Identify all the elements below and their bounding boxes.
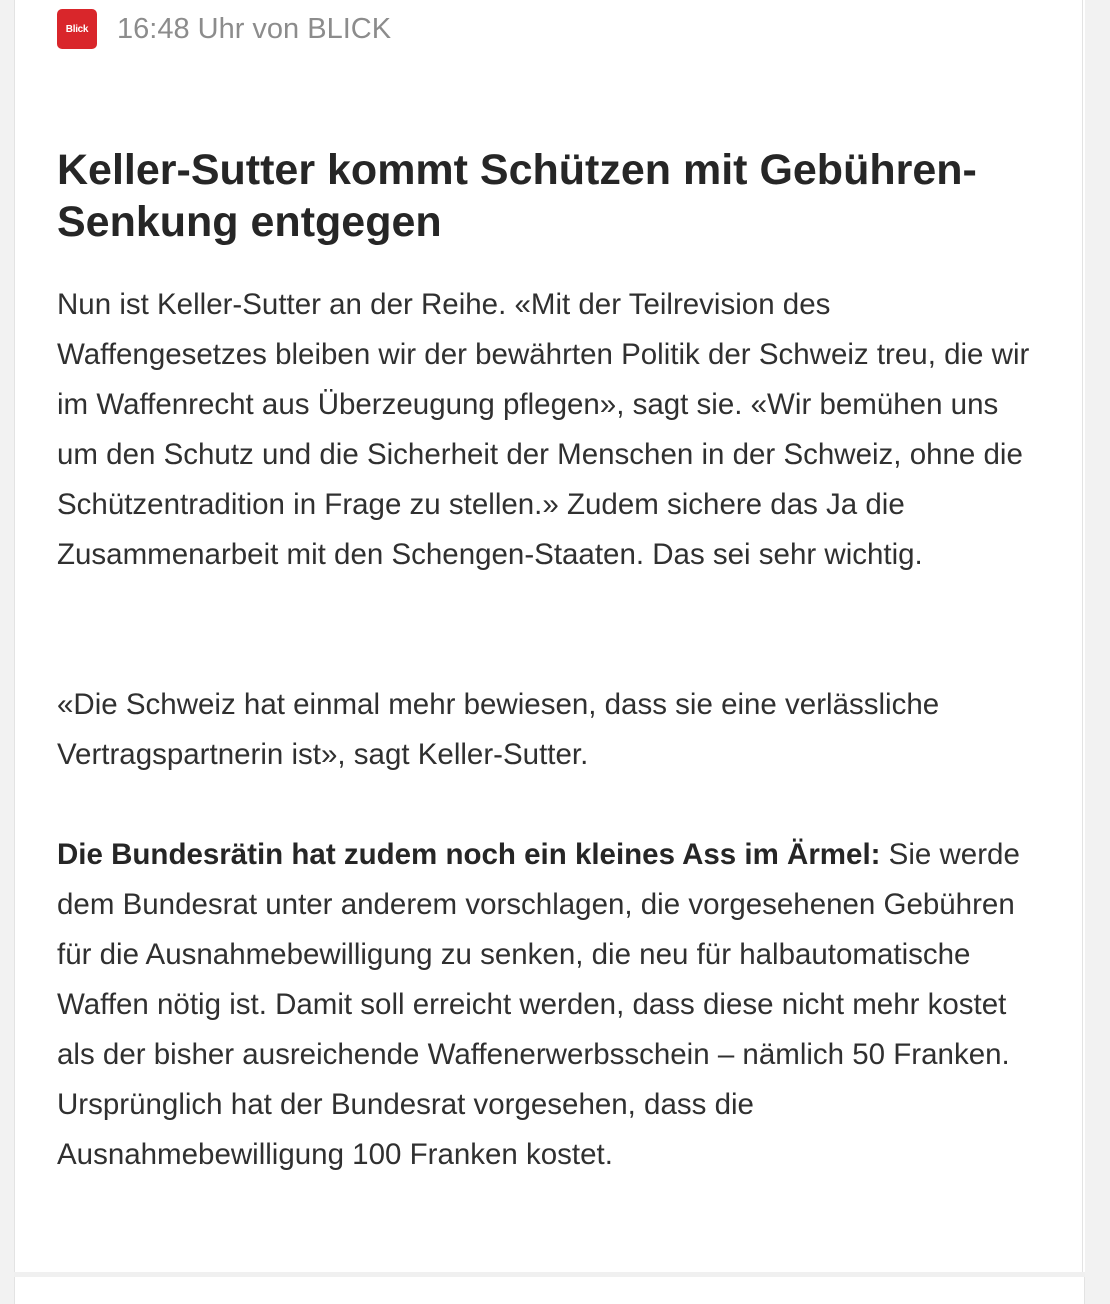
entry-headline: Keller-Sutter kommt Schützen mit Gebühren-Senkung entgegen bbox=[57, 146, 977, 246]
next-entry-card bbox=[14, 1277, 1085, 1304]
page-gutter-left bbox=[0, 0, 14, 1304]
entry-timestamp: 16:48 Uhr von BLICK bbox=[117, 12, 392, 45]
paragraph-text: Sie werde dem Bundesrat unter anderem vorschlagen, die vorgesehenen Gebühren für die Ausnahmebewilligung zu senken, die neu für halbautomatische Waffen nötig ist. Damit soll erreicht werden, dass diese nicht mehr kostet als der bisher ausreichende Waffenerwerbsschein – nämlich 50 Franken. Ursprünglich hat der Bundesrat vorgesehen, dass die Ausnahmebewilligung 100 Franken kostet. bbox=[57, 838, 1020, 1171]
entry-paragraph: «Die Schweiz hat einmal mehr bewiesen, dass sie eine verlässliche Vertragspartnerin ist», sagt Keller-Sutter. bbox=[57, 688, 940, 771]
liveticker-entry-card bbox=[14, 0, 1083, 1272]
entry-paragraph bbox=[57, 830, 1047, 1180]
blick-logo: Blick bbox=[57, 9, 97, 49]
page-gutter-right bbox=[1085, 0, 1110, 1304]
entry-meta bbox=[57, 8, 391, 50]
entry-paragraph: Nun ist Keller-Sutter an der Reihe. «Mit der Teilrevision des Waffengesetzes bleiben wir der bewährten Politik der Schweiz treu, die wir im Waffenrecht aus Überzeugung pflegen», sagt sie. «Wir bemühen uns um den Schutz und die Sicherheit der Menschen in der Schweiz, ohne die Schützentradition in Frage zu stellen.» Zudem sichere das Ja die Zusammenarbeit mit den Schengen-Staaten. Das sei sehr wichtig. bbox=[57, 288, 1030, 571]
paragraph-lead-bold: Die Bundesrätin hat zudem noch ein kleines Ass im Ärmel: bbox=[57, 838, 881, 871]
